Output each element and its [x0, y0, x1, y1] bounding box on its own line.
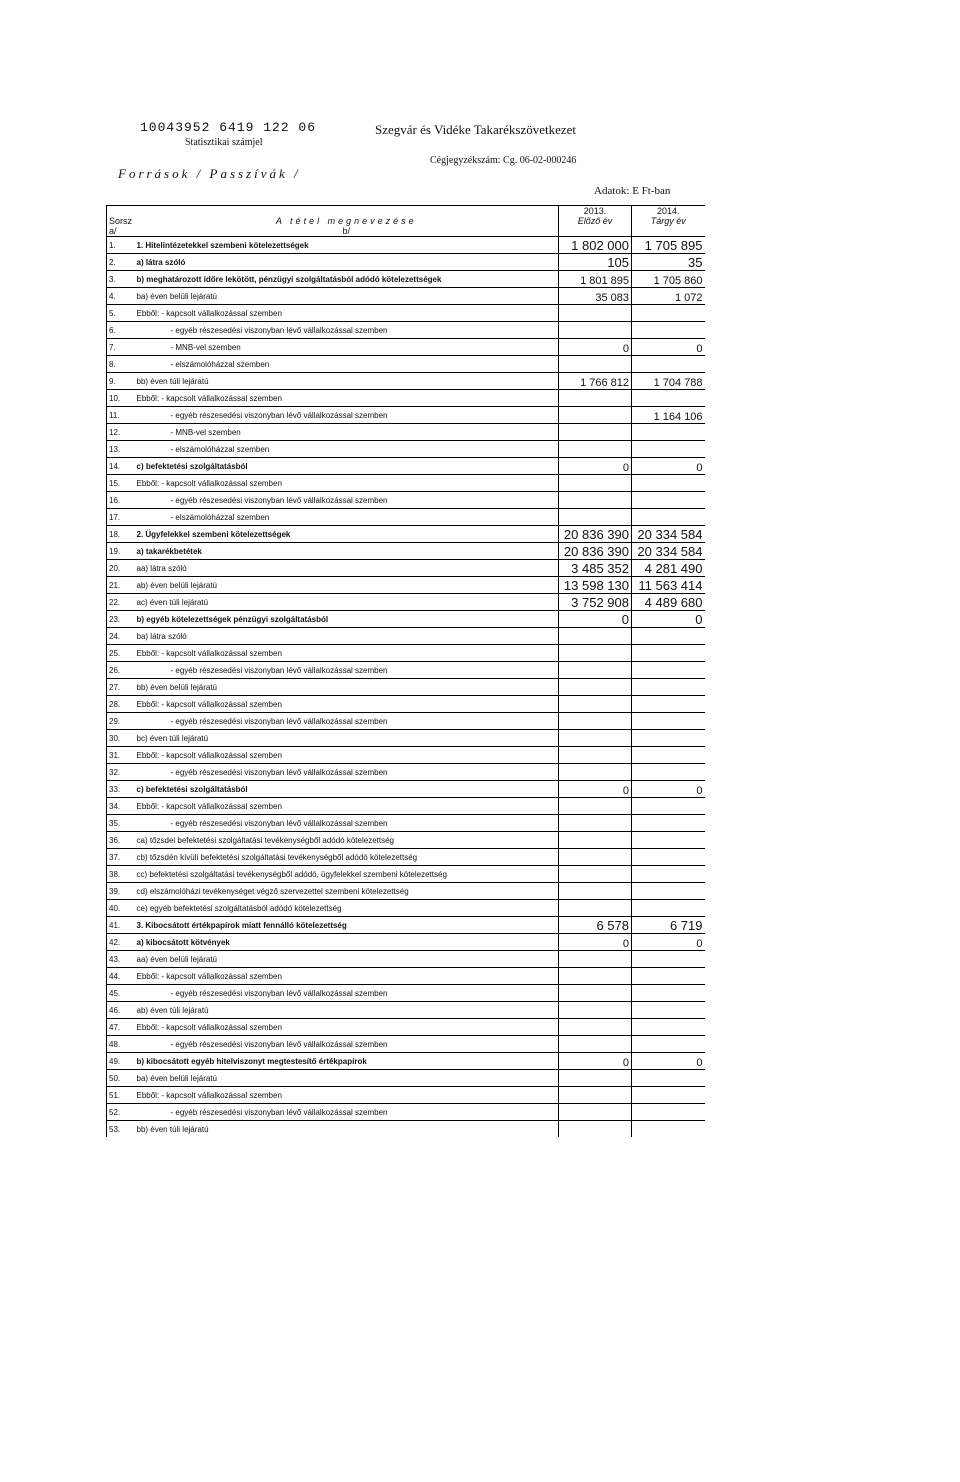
row-number: 45. [107, 985, 135, 1002]
header-col-prev: Előző év [559, 216, 632, 226]
table-row [107, 1019, 705, 1036]
row-number: 39. [107, 883, 135, 900]
row-label: Ebből: - kapcsolt vállalkozással szemben [135, 1087, 559, 1104]
row-value-cur [632, 424, 705, 441]
table-row [107, 1002, 705, 1019]
row-value-prev: 20 836 390 [559, 543, 632, 560]
row-label: Ebből: - kapcsolt vállalkozással szemben [135, 696, 559, 713]
table-row [107, 713, 705, 730]
row-value-prev [559, 832, 632, 849]
row-value-prev [559, 900, 632, 917]
row-label: - elszámolóházzal szemben [135, 509, 559, 526]
row-label: ce) egyéb befektetési szolgáltatásból adódó kötelezettség [135, 900, 559, 917]
row-number: 8. [107, 356, 135, 373]
row-number: 35. [107, 815, 135, 832]
liabilities-table [106, 205, 705, 1137]
row-number: 47. [107, 1019, 135, 1036]
table-row [107, 917, 705, 934]
row-value-prev: 0 [559, 781, 632, 798]
row-value-cur [632, 866, 705, 883]
table-row [107, 645, 705, 662]
row-value-cur [632, 900, 705, 917]
row-label: - egyéb részesedési viszonyban lévő vállalkozással szemben [135, 1104, 559, 1121]
row-value-cur [632, 322, 705, 339]
table-row [107, 1070, 705, 1087]
table-row [107, 611, 705, 628]
row-value-prev [559, 1121, 632, 1138]
table-row [107, 1087, 705, 1104]
table-row [107, 798, 705, 815]
row-label: Ebből: - kapcsolt vállalkozással szemben [135, 1019, 559, 1036]
row-number: 2. [107, 254, 135, 271]
row-number: 16. [107, 492, 135, 509]
row-label: - MNB-vel szemben [135, 424, 559, 441]
row-value-cur [632, 815, 705, 832]
row-label: aa) éven belüli lejáratú [135, 951, 559, 968]
header-blank [559, 226, 632, 237]
table-row [107, 271, 705, 288]
row-value-cur [632, 390, 705, 407]
row-value-prev: 3 752 908 [559, 594, 632, 611]
table-row [107, 781, 705, 798]
row-value-prev [559, 628, 632, 645]
table-row [107, 543, 705, 560]
bank-name: Szegvár és Vidéke Takarékszövetkezet [375, 122, 577, 137]
row-value-prev [559, 968, 632, 985]
row-label: cb) tőzsdén kívüli befektetési szolgáltatási tevékenységből adódó kötelezettség [135, 849, 559, 866]
row-value-cur [632, 832, 705, 849]
row-label: - egyéb részesedési viszonyban lévő vállalkozással szemben [135, 492, 559, 509]
row-number: 52. [107, 1104, 135, 1121]
row-value-prev [559, 866, 632, 883]
row-value-cur [632, 798, 705, 815]
row-value-cur [632, 1036, 705, 1053]
row-value-prev: 3 485 352 [559, 560, 632, 577]
row-label: b) kibocsátott egyéb hitelviszonyt megtestesítő értékpapírok [135, 1053, 559, 1070]
row-value-prev: 13 598 130 [559, 577, 632, 594]
row-value-cur [632, 764, 705, 781]
row-value-prev [559, 390, 632, 407]
table-row [107, 628, 705, 645]
row-value-cur: 1 705 895 [632, 237, 705, 254]
row-value-prev [559, 985, 632, 1002]
table-row [107, 356, 705, 373]
row-value-prev: 1 802 000 [559, 237, 632, 254]
row-value-prev [559, 305, 632, 322]
row-value-cur [632, 1087, 705, 1104]
header-year-cur: 2014. [632, 206, 705, 217]
row-label: ac) éven túli lejáratú [135, 594, 559, 611]
row-number: 51. [107, 1087, 135, 1104]
row-value-prev [559, 849, 632, 866]
row-label: c) befektetési szolgáltatásból [135, 458, 559, 475]
table-row [107, 968, 705, 985]
row-number: 3. [107, 271, 135, 288]
row-value-cur [632, 679, 705, 696]
table-row [107, 526, 705, 543]
row-value-prev [559, 730, 632, 747]
row-number: 33. [107, 781, 135, 798]
row-value-prev [559, 662, 632, 679]
statistical-number-label: Statisztikai számjel [185, 137, 263, 148]
row-value-prev: 1 801 895 [559, 271, 632, 288]
row-value-cur: 0 [632, 458, 705, 475]
row-label: - egyéb részesedési viszonyban lévő vállalkozással szemben [135, 764, 559, 781]
row-value-cur [632, 356, 705, 373]
header-row-subs [107, 226, 705, 237]
table-row [107, 322, 705, 339]
row-number: 7. [107, 339, 135, 356]
row-label: bb) éven túli lejáratú [135, 373, 559, 390]
row-value-prev [559, 696, 632, 713]
row-value-cur [632, 662, 705, 679]
row-value-prev: 35 083 [559, 288, 632, 305]
row-value-prev [559, 1002, 632, 1019]
table-row [107, 305, 705, 322]
row-value-cur [632, 730, 705, 747]
row-number: 9. [107, 373, 135, 390]
row-value-prev [559, 322, 632, 339]
row-value-cur: 0 [632, 781, 705, 798]
row-value-cur [632, 1019, 705, 1036]
row-label: ab) éven belüli lejáratú [135, 577, 559, 594]
row-label: Ebből: - kapcsolt vállalkozással szemben [135, 968, 559, 985]
row-value-prev [559, 679, 632, 696]
row-number: 10. [107, 390, 135, 407]
row-value-cur [632, 1121, 705, 1138]
row-label: ca) tőzsdei befektetési szolgáltatási tevékenységből adódó kötelezettség [135, 832, 559, 849]
row-value-cur: 6 719 [632, 917, 705, 934]
row-value-prev [559, 645, 632, 662]
row-label: ba) éven belüli lejáratú [135, 1070, 559, 1087]
header-sub-a: a/ [107, 226, 135, 237]
row-number: 46. [107, 1002, 135, 1019]
row-number: 24. [107, 628, 135, 645]
row-value-cur: 4 281 490 [632, 560, 705, 577]
row-value-cur: 1 072 [632, 288, 705, 305]
row-value-cur: 0 [632, 934, 705, 951]
row-value-cur [632, 747, 705, 764]
registration-number: Cégjegyzékszám: Cg. 06-02-000246 [430, 155, 577, 166]
row-value-prev: 0 [559, 458, 632, 475]
header-blank [632, 226, 705, 237]
row-value-prev [559, 356, 632, 373]
row-label: ab) éven túli lejáratú [135, 1002, 559, 1019]
row-value-prev [559, 883, 632, 900]
table-row [107, 390, 705, 407]
row-label: a) látra szóló [135, 254, 559, 271]
row-value-cur: 0 [632, 611, 705, 628]
row-value-cur [632, 883, 705, 900]
row-label: aa) látra szóló [135, 560, 559, 577]
row-label: 3. Kibocsátott értékpapírok miatt fennálló kötelezettség [135, 917, 559, 934]
row-number: 30. [107, 730, 135, 747]
table-row [107, 509, 705, 526]
row-value-cur: 0 [632, 339, 705, 356]
header-blank [107, 206, 135, 217]
row-value-prev: 0 [559, 934, 632, 951]
row-value-cur [632, 509, 705, 526]
row-value-prev [559, 1087, 632, 1104]
row-value-prev [559, 798, 632, 815]
row-value-cur: 4 489 680 [632, 594, 705, 611]
row-label: - egyéb részesedési viszonyban lévő vállalkozással szemben [135, 815, 559, 832]
row-value-cur [632, 968, 705, 985]
table-row [107, 577, 705, 594]
row-value-prev: 0 [559, 1053, 632, 1070]
row-number: 1. [107, 237, 135, 254]
row-value-cur [632, 1104, 705, 1121]
row-value-cur [632, 985, 705, 1002]
row-number: 37. [107, 849, 135, 866]
row-value-prev: 6 578 [559, 917, 632, 934]
row-label: bc) éven túli lejáratú [135, 730, 559, 747]
table-row [107, 441, 705, 458]
table-row [107, 373, 705, 390]
table-row [107, 594, 705, 611]
row-number: 48. [107, 1036, 135, 1053]
table-row [107, 662, 705, 679]
row-value-prev [559, 475, 632, 492]
table-row [107, 815, 705, 832]
row-number: 38. [107, 866, 135, 883]
row-number: 41. [107, 917, 135, 934]
row-label: bb) éven belüli lejáratú [135, 679, 559, 696]
row-number: 49. [107, 1053, 135, 1070]
row-label: Ebből: - kapcsolt vállalkozással szemben [135, 475, 559, 492]
header-row-titles [107, 216, 705, 226]
row-number: 43. [107, 951, 135, 968]
row-value-prev [559, 441, 632, 458]
row-number: 21. [107, 577, 135, 594]
row-number: 40. [107, 900, 135, 917]
row-value-prev [559, 492, 632, 509]
row-label: - elszámolóházzal szemben [135, 356, 559, 373]
row-number: 53. [107, 1121, 135, 1138]
row-number: 13. [107, 441, 135, 458]
row-value-cur [632, 492, 705, 509]
row-label: b) egyéb kötelezettségek pénzügyi szolgáltatásból [135, 611, 559, 628]
table-row [107, 696, 705, 713]
table-row [107, 407, 705, 424]
row-value-prev: 20 836 390 [559, 526, 632, 543]
row-number: 27. [107, 679, 135, 696]
row-value-prev [559, 764, 632, 781]
row-value-cur [632, 475, 705, 492]
row-value-cur: 35 [632, 254, 705, 271]
row-value-prev: 105 [559, 254, 632, 271]
row-number: 32. [107, 764, 135, 781]
table-row [107, 458, 705, 475]
row-value-cur [632, 849, 705, 866]
table-row [107, 832, 705, 849]
row-label: - elszámolóházzal szemben [135, 441, 559, 458]
row-value-cur [632, 305, 705, 322]
row-value-prev [559, 424, 632, 441]
row-label: - egyéb részesedési viszonyban lévő vállalkozással szemben [135, 713, 559, 730]
row-value-cur: 20 334 584 [632, 543, 705, 560]
row-value-cur [632, 696, 705, 713]
table-row [107, 985, 705, 1002]
table-row [107, 560, 705, 577]
header-blank [135, 206, 559, 217]
row-label: - egyéb részesedési viszonyban lévő vállalkozással szemben [135, 322, 559, 339]
row-label: Ebből: - kapcsolt vállalkozással szemben [135, 390, 559, 407]
row-number: 31. [107, 747, 135, 764]
row-number: 50. [107, 1070, 135, 1087]
row-value-cur: 1 164 106 [632, 407, 705, 424]
row-label: - egyéb részesedési viszonyban lévő vállalkozással szemben [135, 407, 559, 424]
page-title: Források / Passzívák / [118, 166, 301, 181]
table-row [107, 747, 705, 764]
header-year-prev: 2013. [559, 206, 632, 217]
row-label: Ebből: - kapcsolt vállalkozással szemben [135, 747, 559, 764]
table-row [107, 237, 705, 254]
header-col-number: Sorsz [107, 216, 135, 226]
row-label: c) befektetési szolgáltatásból [135, 781, 559, 798]
row-label: - MNB-vel szemben [135, 339, 559, 356]
row-label: - egyéb részesedési viszonyban lévő vállalkozással szemben [135, 985, 559, 1002]
table-row [107, 254, 705, 271]
row-label: b) meghatározott időre lekötött, pénzügyi szolgáltatásból adódó kötelezettségek [135, 271, 559, 288]
table-row [107, 679, 705, 696]
table-row [107, 900, 705, 917]
row-value-prev [559, 1104, 632, 1121]
row-value-prev: 1 766 812 [559, 373, 632, 390]
row-label: - egyéb részesedési viszonyban lévő vállalkozással szemben [135, 1036, 559, 1053]
table-row [107, 883, 705, 900]
table-row [107, 866, 705, 883]
row-label: Ebből: - kapcsolt vállalkozással szemben [135, 645, 559, 662]
units-note: Adatok: E Ft-ban [594, 185, 671, 197]
row-value-cur: 1 705 860 [632, 271, 705, 288]
table-row [107, 424, 705, 441]
table-row [107, 849, 705, 866]
table-row [107, 1121, 705, 1138]
row-value-prev [559, 1070, 632, 1087]
table-row [107, 951, 705, 968]
header-row-years [107, 206, 705, 217]
table-row [107, 1053, 705, 1070]
row-value-cur: 11 563 414 [632, 577, 705, 594]
row-value-prev [559, 509, 632, 526]
row-value-prev [559, 713, 632, 730]
row-number: 12. [107, 424, 135, 441]
statistical-number: 10043952 6419 122 06 [140, 120, 317, 135]
row-number: 22. [107, 594, 135, 611]
row-value-cur [632, 713, 705, 730]
row-value-prev [559, 407, 632, 424]
row-label: 1. Hitelintézetekkel szembeni kötelezettségek [135, 237, 559, 254]
row-number: 23. [107, 611, 135, 628]
row-value-prev [559, 747, 632, 764]
row-number: 6. [107, 322, 135, 339]
row-number: 19. [107, 543, 135, 560]
row-value-prev [559, 1036, 632, 1053]
table-row [107, 339, 705, 356]
row-label: Ebből: - kapcsolt vállalkozással szemben [135, 798, 559, 815]
header-col-cur: Tárgy év [632, 216, 705, 226]
row-number: 28. [107, 696, 135, 713]
row-value-cur: 1 704 788 [632, 373, 705, 390]
row-number: 44. [107, 968, 135, 985]
row-value-cur [632, 645, 705, 662]
row-label: a) takarékbetétek [135, 543, 559, 560]
row-value-prev: 0 [559, 611, 632, 628]
row-number: 4. [107, 288, 135, 305]
row-label: ba) látra szóló [135, 628, 559, 645]
row-number: 11. [107, 407, 135, 424]
row-number: 34. [107, 798, 135, 815]
row-number: 25. [107, 645, 135, 662]
table-row [107, 1036, 705, 1053]
table-row [107, 492, 705, 509]
row-number: 18. [107, 526, 135, 543]
row-label: Ebből: - kapcsolt vállalkozással szemben [135, 305, 559, 322]
table-row [107, 934, 705, 951]
table-row [107, 475, 705, 492]
table-row [107, 730, 705, 747]
row-value-cur [632, 1002, 705, 1019]
row-number: 15. [107, 475, 135, 492]
header-sub-b: b/ [135, 226, 559, 237]
row-label: ba) éven belüli lejáratú [135, 288, 559, 305]
row-value-cur [632, 628, 705, 645]
row-value-prev: 0 [559, 339, 632, 356]
row-value-cur [632, 441, 705, 458]
row-value-prev [559, 815, 632, 832]
row-label: cc) befektetési szolgáltatási tevékenységből adódó, ügyfelekkel szembeni kötelezettség [135, 866, 559, 883]
row-label: cd) elszámolóházi tevékenységet végző szervezettel szembeni kötelezettség [135, 883, 559, 900]
row-number: 17. [107, 509, 135, 526]
row-label: - egyéb részesedési viszonyban lévő vállalkozással szemben [135, 662, 559, 679]
table-row [107, 288, 705, 305]
row-number: 36. [107, 832, 135, 849]
table-row [107, 1104, 705, 1121]
row-label: bb) éven túli lejáratú [136, 1124, 209, 1134]
row-number: 5. [107, 305, 135, 322]
row-value-cur [632, 1070, 705, 1087]
row-value-cur: 0 [632, 1053, 705, 1070]
row-value-cur [632, 951, 705, 968]
row-value-cur: 20 334 584 [632, 526, 705, 543]
row-label: 2. Ügyfelekkel szembeni kötelezettségek [135, 526, 559, 543]
table-row [107, 764, 705, 781]
row-value-prev [559, 1019, 632, 1036]
header-col-name: A tétel megnevezése [275, 216, 417, 226]
row-label: a) kibocsátott kötvények [135, 934, 559, 951]
row-number: 26. [107, 662, 135, 679]
row-number: 14. [107, 458, 135, 475]
row-number: 20. [107, 560, 135, 577]
row-value-prev [559, 951, 632, 968]
row-number: 29. [107, 713, 135, 730]
row-number: 42. [107, 934, 135, 951]
